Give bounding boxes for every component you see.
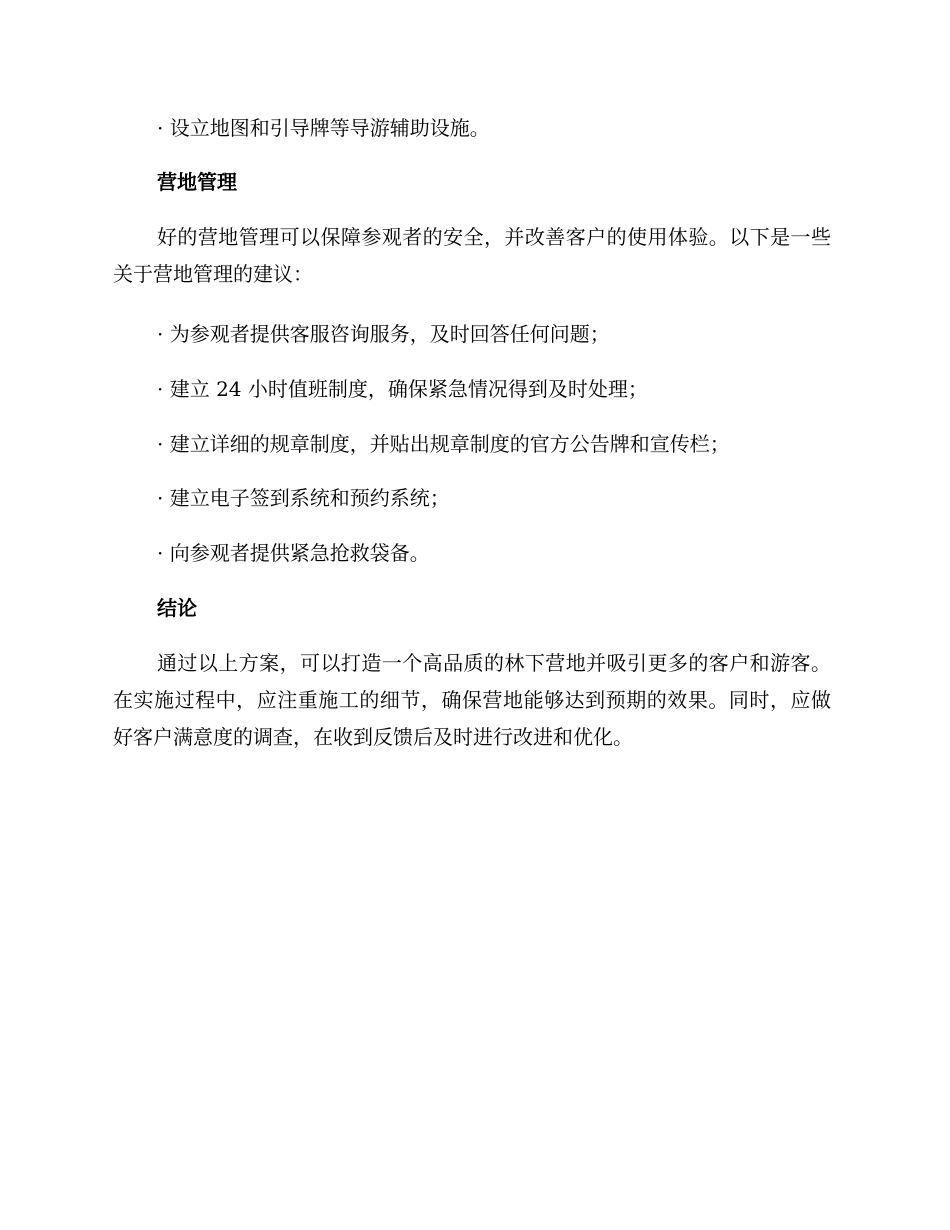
bullet-item: · 建立 24 小时值班制度，确保紧急情况得到及时处理； [157, 377, 648, 401]
paragraph-camp-management-intro: 好的营地管理可以保障参观者的安全，并改善客户的使用体验。以下是一些关于营地管理的建议： [113, 225, 831, 286]
bullet-item: · 建立电子签到系统和预约系统； [157, 486, 450, 510]
section-heading-conclusion: 结论 [157, 596, 197, 620]
paragraph-conclusion: 通过以上方案，可以打造一个高品质的林下营地并吸引更多的客户和游客。在实施过程中，应注重施工的细节，确保营地能够达到预期的效果。同时，应做好客户满意度的调查，在收到反馈后及时进行改进和优化。 [113, 651, 831, 749]
bullet-item: · 建立详细的规章制度，并贴出规章制度的官方公告牌和宣传栏； [157, 432, 730, 456]
bullet-map-signs: · 设立地图和引导牌等导游辅助设施。 [157, 116, 490, 140]
bullet-item: · 向参观者提供紧急抢救袋备。 [157, 541, 430, 565]
section-heading-camp-management: 营地管理 [157, 170, 237, 194]
bullet-item: · 为参观者提供客服咨询服务，及时回答任何问题； [157, 322, 610, 346]
